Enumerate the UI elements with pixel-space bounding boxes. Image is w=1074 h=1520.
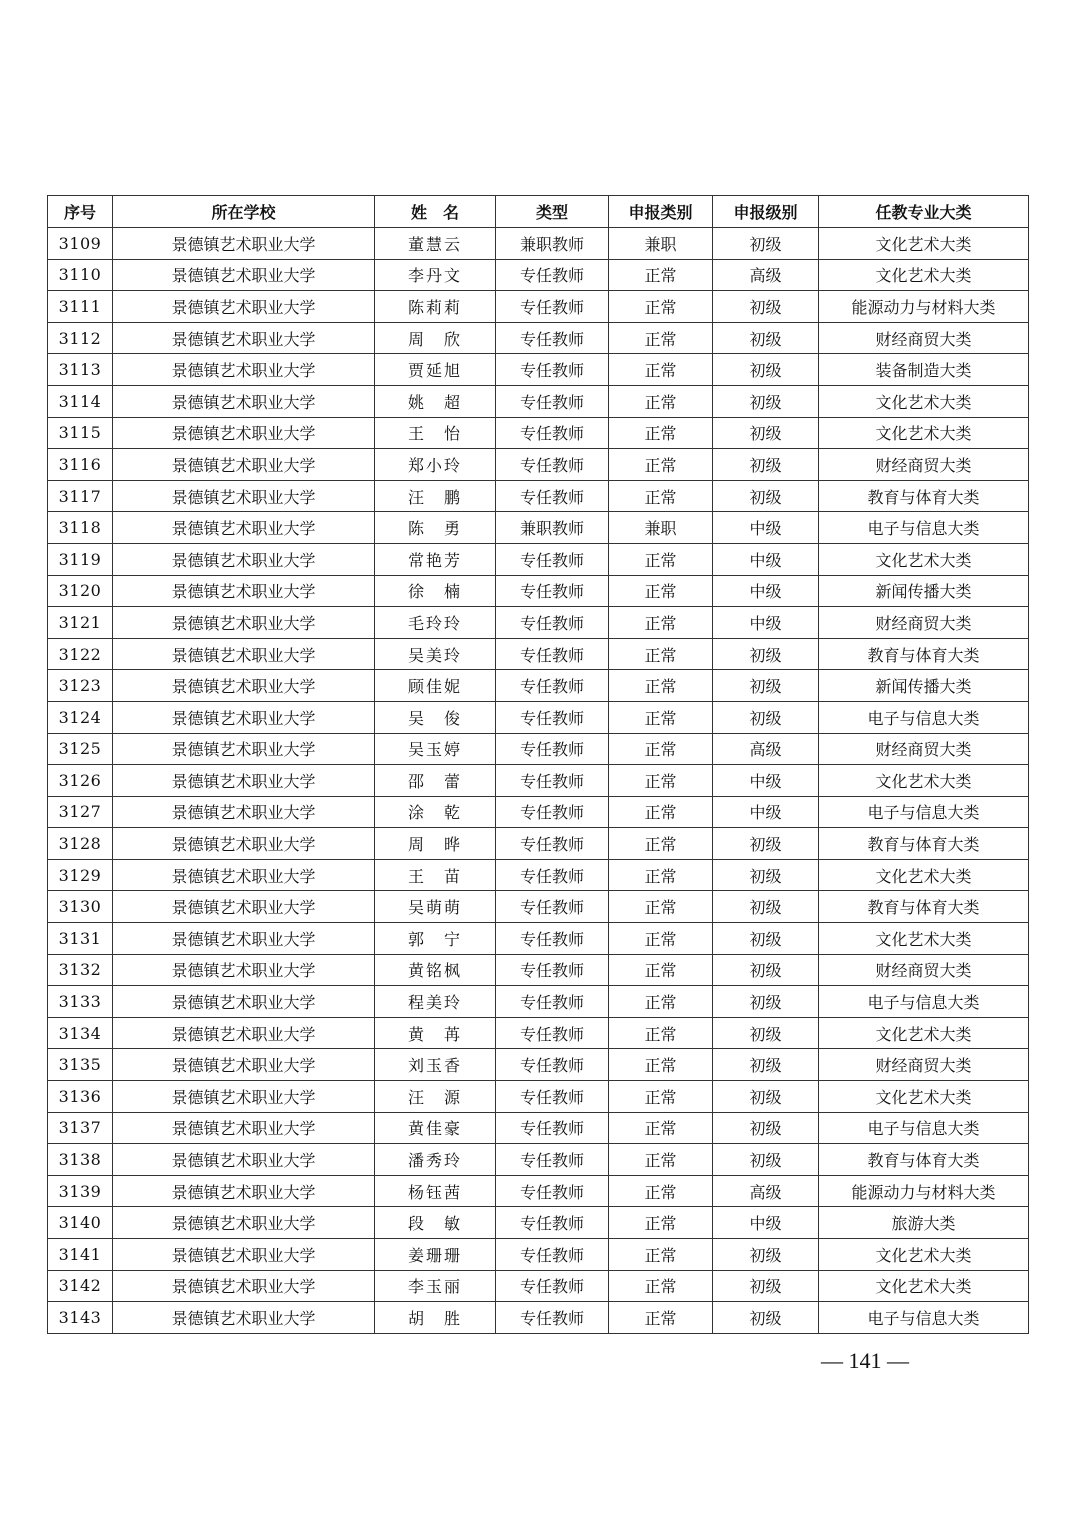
cell-seq: 3119 bbox=[48, 543, 113, 575]
cell-school: 景德镇艺术职业大学 bbox=[113, 385, 375, 417]
cell-major-category: 文化艺术大类 bbox=[819, 259, 1029, 291]
cell-apply-category: 正常 bbox=[609, 923, 713, 955]
cell-type: 专任教师 bbox=[496, 701, 609, 733]
cell-apply-category: 正常 bbox=[609, 1112, 713, 1144]
cell-school: 景德镇艺术职业大学 bbox=[113, 1175, 375, 1207]
cell-school: 景德镇艺术职业大学 bbox=[113, 291, 375, 323]
cell-apply-level: 初级 bbox=[713, 417, 819, 449]
cell-major-category: 教育与体育大类 bbox=[819, 891, 1029, 923]
cell-apply-category: 兼职 bbox=[609, 512, 713, 544]
table-row bbox=[48, 765, 1029, 797]
cell-major-category: 能源动力与材料大类 bbox=[819, 1175, 1029, 1207]
header-name: 姓 名 bbox=[375, 196, 496, 228]
cell-major-category: 财经商贸大类 bbox=[819, 449, 1029, 481]
cell-apply-category: 正常 bbox=[609, 1207, 713, 1239]
cell-major-category: 电子与信息大类 bbox=[819, 512, 1029, 544]
cell-apply-level: 初级 bbox=[713, 480, 819, 512]
cell-school: 景德镇艺术职业大学 bbox=[113, 733, 375, 765]
table-row bbox=[48, 859, 1029, 891]
cell-apply-category: 正常 bbox=[609, 1270, 713, 1302]
cell-name: 胡 胜 bbox=[375, 1302, 496, 1334]
cell-name: 陈莉莉 bbox=[375, 291, 496, 323]
cell-school: 景德镇艺术职业大学 bbox=[113, 796, 375, 828]
table-row bbox=[48, 607, 1029, 639]
cell-major-category: 电子与信息大类 bbox=[819, 1112, 1029, 1144]
cell-apply-level: 初级 bbox=[713, 986, 819, 1018]
cell-type: 专任教师 bbox=[496, 1144, 609, 1176]
table-row bbox=[48, 512, 1029, 544]
cell-apply-level: 初级 bbox=[713, 322, 819, 354]
cell-name: 姜珊珊 bbox=[375, 1239, 496, 1271]
table-row bbox=[48, 1302, 1029, 1334]
cell-school: 景德镇艺术职业大学 bbox=[113, 1239, 375, 1271]
cell-seq: 3142 bbox=[48, 1270, 113, 1302]
cell-name: 段 敏 bbox=[375, 1207, 496, 1239]
table-row bbox=[48, 1207, 1029, 1239]
cell-apply-category: 正常 bbox=[609, 417, 713, 449]
table-header-row bbox=[48, 196, 1029, 228]
cell-school: 景德镇艺术职业大学 bbox=[113, 701, 375, 733]
cell-type: 专任教师 bbox=[496, 765, 609, 797]
cell-apply-level: 初级 bbox=[713, 670, 819, 702]
cell-apply-category: 正常 bbox=[609, 449, 713, 481]
cell-type: 专任教师 bbox=[496, 1302, 609, 1334]
cell-seq: 3126 bbox=[48, 765, 113, 797]
cell-name: 王 怡 bbox=[375, 417, 496, 449]
cell-name: 董慧云 bbox=[375, 228, 496, 260]
cell-name: 吴萌萌 bbox=[375, 891, 496, 923]
header-major-category: 任教专业大类 bbox=[819, 196, 1029, 228]
cell-name: 顾佳妮 bbox=[375, 670, 496, 702]
cell-seq: 3129 bbox=[48, 859, 113, 891]
cell-seq: 3132 bbox=[48, 954, 113, 986]
cell-major-category: 文化艺术大类 bbox=[819, 1270, 1029, 1302]
cell-type: 专任教师 bbox=[496, 859, 609, 891]
cell-apply-level: 初级 bbox=[713, 354, 819, 386]
cell-major-category: 财经商贸大类 bbox=[819, 733, 1029, 765]
cell-apply-category: 正常 bbox=[609, 354, 713, 386]
table-row bbox=[48, 891, 1029, 923]
cell-name: 吴 俊 bbox=[375, 701, 496, 733]
cell-seq: 3110 bbox=[48, 259, 113, 291]
cell-seq: 3123 bbox=[48, 670, 113, 702]
table-row bbox=[48, 291, 1029, 323]
cell-school: 景德镇艺术职业大学 bbox=[113, 954, 375, 986]
cell-type: 专任教师 bbox=[496, 322, 609, 354]
cell-type: 专任教师 bbox=[496, 1049, 609, 1081]
cell-name: 李玉丽 bbox=[375, 1270, 496, 1302]
cell-type: 专任教师 bbox=[496, 417, 609, 449]
cell-seq: 3114 bbox=[48, 385, 113, 417]
cell-apply-level: 初级 bbox=[713, 1049, 819, 1081]
cell-seq: 3109 bbox=[48, 228, 113, 260]
cell-apply-category: 正常 bbox=[609, 575, 713, 607]
cell-major-category: 财经商贸大类 bbox=[819, 607, 1029, 639]
cell-apply-category: 正常 bbox=[609, 1175, 713, 1207]
cell-name: 杨钰茜 bbox=[375, 1175, 496, 1207]
page-number: — 141 — bbox=[821, 1348, 909, 1373]
cell-name: 李丹文 bbox=[375, 259, 496, 291]
cell-apply-level: 中级 bbox=[713, 512, 819, 544]
cell-major-category: 电子与信息大类 bbox=[819, 796, 1029, 828]
header-seq: 序号 bbox=[48, 196, 113, 228]
cell-name: 邵 蕾 bbox=[375, 765, 496, 797]
cell-major-category: 文化艺术大类 bbox=[819, 765, 1029, 797]
cell-school: 景德镇艺术职业大学 bbox=[113, 1207, 375, 1239]
table-row bbox=[48, 923, 1029, 955]
table-row bbox=[48, 417, 1029, 449]
cell-school: 景德镇艺术职业大学 bbox=[113, 607, 375, 639]
cell-school: 景德镇艺术职业大学 bbox=[113, 828, 375, 860]
cell-major-category: 文化艺术大类 bbox=[819, 1239, 1029, 1271]
cell-apply-category: 正常 bbox=[609, 733, 713, 765]
cell-apply-category: 正常 bbox=[609, 1144, 713, 1176]
cell-name: 汪 源 bbox=[375, 1081, 496, 1113]
cell-apply-level: 初级 bbox=[713, 638, 819, 670]
cell-type: 专任教师 bbox=[496, 1207, 609, 1239]
cell-name: 潘秀玲 bbox=[375, 1144, 496, 1176]
cell-school: 景德镇艺术职业大学 bbox=[113, 638, 375, 670]
cell-type: 专任教师 bbox=[496, 1081, 609, 1113]
cell-type: 专任教师 bbox=[496, 828, 609, 860]
cell-apply-level: 中级 bbox=[713, 765, 819, 797]
cell-major-category: 旅游大类 bbox=[819, 1207, 1029, 1239]
cell-type: 专任教师 bbox=[496, 1175, 609, 1207]
cell-apply-level: 初级 bbox=[713, 828, 819, 860]
cell-apply-level: 初级 bbox=[713, 1270, 819, 1302]
table-row bbox=[48, 670, 1029, 702]
cell-type: 专任教师 bbox=[496, 291, 609, 323]
cell-apply-level: 初级 bbox=[713, 1017, 819, 1049]
cell-type: 专任教师 bbox=[496, 575, 609, 607]
cell-seq: 3137 bbox=[48, 1112, 113, 1144]
cell-name: 黄铭枫 bbox=[375, 954, 496, 986]
cell-seq: 3133 bbox=[48, 986, 113, 1018]
table-row bbox=[48, 385, 1029, 417]
cell-apply-category: 正常 bbox=[609, 1017, 713, 1049]
cell-apply-category: 正常 bbox=[609, 638, 713, 670]
cell-apply-level: 高级 bbox=[713, 1175, 819, 1207]
cell-seq: 3134 bbox=[48, 1017, 113, 1049]
cell-apply-level: 高级 bbox=[713, 259, 819, 291]
cell-school: 景德镇艺术职业大学 bbox=[113, 670, 375, 702]
table-row bbox=[48, 1112, 1029, 1144]
cell-name: 郑小玲 bbox=[375, 449, 496, 481]
cell-type: 专任教师 bbox=[496, 670, 609, 702]
cell-seq: 3140 bbox=[48, 1207, 113, 1239]
cell-type: 兼职教师 bbox=[496, 228, 609, 260]
cell-apply-category: 正常 bbox=[609, 891, 713, 923]
cell-seq: 3131 bbox=[48, 923, 113, 955]
cell-major-category: 教育与体育大类 bbox=[819, 1144, 1029, 1176]
cell-apply-level: 中级 bbox=[713, 607, 819, 639]
cell-type: 专任教师 bbox=[496, 449, 609, 481]
teacher-roster-table bbox=[47, 195, 1029, 1334]
cell-major-category: 财经商贸大类 bbox=[819, 1049, 1029, 1081]
table-row bbox=[48, 354, 1029, 386]
cell-type: 专任教师 bbox=[496, 733, 609, 765]
cell-name: 黄佳豪 bbox=[375, 1112, 496, 1144]
cell-name: 汪 鹏 bbox=[375, 480, 496, 512]
cell-seq: 3124 bbox=[48, 701, 113, 733]
cell-major-category: 文化艺术大类 bbox=[819, 417, 1029, 449]
cell-school: 景德镇艺术职业大学 bbox=[113, 354, 375, 386]
cell-major-category: 教育与体育大类 bbox=[819, 638, 1029, 670]
cell-school: 景德镇艺术职业大学 bbox=[113, 891, 375, 923]
cell-type: 专任教师 bbox=[496, 259, 609, 291]
cell-apply-level: 高级 bbox=[713, 733, 819, 765]
cell-apply-level: 初级 bbox=[713, 1239, 819, 1271]
cell-apply-level: 初级 bbox=[713, 891, 819, 923]
cell-school: 景德镇艺术职业大学 bbox=[113, 986, 375, 1018]
cell-school: 景德镇艺术职业大学 bbox=[113, 259, 375, 291]
cell-name: 吴玉婷 bbox=[375, 733, 496, 765]
cell-major-category: 文化艺术大类 bbox=[819, 923, 1029, 955]
cell-apply-level: 初级 bbox=[713, 228, 819, 260]
cell-apply-category: 正常 bbox=[609, 480, 713, 512]
cell-school: 景德镇艺术职业大学 bbox=[113, 543, 375, 575]
cell-school: 景德镇艺术职业大学 bbox=[113, 923, 375, 955]
cell-apply-level: 初级 bbox=[713, 954, 819, 986]
cell-major-category: 文化艺术大类 bbox=[819, 385, 1029, 417]
table-row bbox=[48, 259, 1029, 291]
cell-type: 兼职教师 bbox=[496, 512, 609, 544]
cell-seq: 3125 bbox=[48, 733, 113, 765]
cell-name: 郭 宁 bbox=[375, 923, 496, 955]
cell-type: 专任教师 bbox=[496, 954, 609, 986]
cell-apply-level: 初级 bbox=[713, 1112, 819, 1144]
cell-school: 景德镇艺术职业大学 bbox=[113, 480, 375, 512]
cell-type: 专任教师 bbox=[496, 354, 609, 386]
table-row bbox=[48, 480, 1029, 512]
cell-apply-level: 中级 bbox=[713, 575, 819, 607]
cell-major-category: 文化艺术大类 bbox=[819, 543, 1029, 575]
cell-apply-category: 正常 bbox=[609, 828, 713, 860]
cell-name: 程美玲 bbox=[375, 986, 496, 1018]
table-row bbox=[48, 1081, 1029, 1113]
table-row bbox=[48, 322, 1029, 354]
cell-apply-level: 初级 bbox=[713, 291, 819, 323]
cell-type: 专任教师 bbox=[496, 480, 609, 512]
cell-type: 专任教师 bbox=[496, 796, 609, 828]
cell-apply-category: 正常 bbox=[609, 543, 713, 575]
header-apply-category: 申报类别 bbox=[609, 196, 713, 228]
cell-school: 景德镇艺术职业大学 bbox=[113, 1081, 375, 1113]
cell-school: 景德镇艺术职业大学 bbox=[113, 1302, 375, 1334]
cell-type: 专任教师 bbox=[496, 543, 609, 575]
cell-school: 景德镇艺术职业大学 bbox=[113, 1049, 375, 1081]
cell-seq: 3127 bbox=[48, 796, 113, 828]
table-row bbox=[48, 543, 1029, 575]
cell-apply-category: 正常 bbox=[609, 1239, 713, 1271]
table-row bbox=[48, 228, 1029, 260]
table-row bbox=[48, 449, 1029, 481]
cell-seq: 3135 bbox=[48, 1049, 113, 1081]
cell-school: 景德镇艺术职业大学 bbox=[113, 322, 375, 354]
cell-major-category: 能源动力与材料大类 bbox=[819, 291, 1029, 323]
cell-name: 黄 苒 bbox=[375, 1017, 496, 1049]
cell-major-category: 文化艺术大类 bbox=[819, 228, 1029, 260]
cell-seq: 3116 bbox=[48, 449, 113, 481]
cell-seq: 3113 bbox=[48, 354, 113, 386]
cell-type: 专任教师 bbox=[496, 1017, 609, 1049]
cell-apply-category: 正常 bbox=[609, 1081, 713, 1113]
cell-apply-level: 初级 bbox=[713, 449, 819, 481]
cell-major-category: 文化艺术大类 bbox=[819, 859, 1029, 891]
cell-apply-category: 正常 bbox=[609, 1049, 713, 1081]
table-row bbox=[48, 638, 1029, 670]
table-row bbox=[48, 1239, 1029, 1271]
cell-school: 景德镇艺术职业大学 bbox=[113, 575, 375, 607]
cell-name: 贾延旭 bbox=[375, 354, 496, 386]
cell-school: 景德镇艺术职业大学 bbox=[113, 228, 375, 260]
cell-apply-level: 初级 bbox=[713, 385, 819, 417]
cell-major-category: 新闻传播大类 bbox=[819, 575, 1029, 607]
cell-apply-category: 正常 bbox=[609, 701, 713, 733]
cell-major-category: 电子与信息大类 bbox=[819, 701, 1029, 733]
cell-name: 周 欣 bbox=[375, 322, 496, 354]
cell-school: 景德镇艺术职业大学 bbox=[113, 1112, 375, 1144]
cell-type: 专任教师 bbox=[496, 986, 609, 1018]
cell-seq: 3118 bbox=[48, 512, 113, 544]
table-row bbox=[48, 1175, 1029, 1207]
cell-apply-category: 正常 bbox=[609, 986, 713, 1018]
cell-apply-category: 正常 bbox=[609, 954, 713, 986]
cell-type: 专任教师 bbox=[496, 891, 609, 923]
table-row bbox=[48, 1049, 1029, 1081]
cell-type: 专任教师 bbox=[496, 607, 609, 639]
cell-type: 专任教师 bbox=[496, 638, 609, 670]
cell-type: 专任教师 bbox=[496, 923, 609, 955]
cell-name: 刘玉香 bbox=[375, 1049, 496, 1081]
table-row bbox=[48, 986, 1029, 1018]
cell-apply-level: 初级 bbox=[713, 701, 819, 733]
cell-seq: 3143 bbox=[48, 1302, 113, 1334]
cell-name: 毛玲玲 bbox=[375, 607, 496, 639]
table-body bbox=[48, 228, 1029, 1334]
cell-apply-category: 正常 bbox=[609, 291, 713, 323]
cell-seq: 3111 bbox=[48, 291, 113, 323]
cell-name: 王 苗 bbox=[375, 859, 496, 891]
cell-seq: 3141 bbox=[48, 1239, 113, 1271]
cell-apply-level: 中级 bbox=[713, 1207, 819, 1239]
cell-school: 景德镇艺术职业大学 bbox=[113, 417, 375, 449]
cell-name: 吴美玲 bbox=[375, 638, 496, 670]
cell-major-category: 电子与信息大类 bbox=[819, 986, 1029, 1018]
cell-major-category: 文化艺术大类 bbox=[819, 1017, 1029, 1049]
cell-apply-level: 初级 bbox=[713, 923, 819, 955]
cell-apply-level: 中级 bbox=[713, 796, 819, 828]
header-apply-level: 申报级别 bbox=[713, 196, 819, 228]
cell-apply-category: 正常 bbox=[609, 259, 713, 291]
cell-apply-level: 初级 bbox=[713, 1144, 819, 1176]
cell-name: 徐 楠 bbox=[375, 575, 496, 607]
cell-apply-category: 正常 bbox=[609, 607, 713, 639]
cell-major-category: 电子与信息大类 bbox=[819, 1302, 1029, 1334]
cell-school: 景德镇艺术职业大学 bbox=[113, 1144, 375, 1176]
cell-apply-level: 初级 bbox=[713, 1302, 819, 1334]
cell-school: 景德镇艺术职业大学 bbox=[113, 859, 375, 891]
cell-school: 景德镇艺术职业大学 bbox=[113, 1017, 375, 1049]
cell-name: 常艳芳 bbox=[375, 543, 496, 575]
cell-school: 景德镇艺术职业大学 bbox=[113, 512, 375, 544]
cell-apply-category: 正常 bbox=[609, 1302, 713, 1334]
cell-apply-category: 正常 bbox=[609, 385, 713, 417]
header-school: 所在学校 bbox=[113, 196, 375, 228]
cell-name: 周 晔 bbox=[375, 828, 496, 860]
cell-apply-level: 初级 bbox=[713, 1081, 819, 1113]
cell-seq: 3139 bbox=[48, 1175, 113, 1207]
cell-apply-level: 初级 bbox=[713, 859, 819, 891]
table-row bbox=[48, 828, 1029, 860]
cell-seq: 3130 bbox=[48, 891, 113, 923]
cell-seq: 3136 bbox=[48, 1081, 113, 1113]
cell-seq: 3138 bbox=[48, 1144, 113, 1176]
cell-major-category: 财经商贸大类 bbox=[819, 954, 1029, 986]
cell-type: 专任教师 bbox=[496, 385, 609, 417]
table-row bbox=[48, 575, 1029, 607]
cell-major-category: 财经商贸大类 bbox=[819, 322, 1029, 354]
cell-apply-category: 正常 bbox=[609, 765, 713, 797]
table-row bbox=[48, 701, 1029, 733]
cell-school: 景德镇艺术职业大学 bbox=[113, 1270, 375, 1302]
cell-major-category: 教育与体育大类 bbox=[819, 480, 1029, 512]
cell-name: 姚 超 bbox=[375, 385, 496, 417]
cell-apply-category: 正常 bbox=[609, 796, 713, 828]
table-row bbox=[48, 796, 1029, 828]
table-row bbox=[48, 1270, 1029, 1302]
cell-apply-category: 兼职 bbox=[609, 228, 713, 260]
cell-major-category: 文化艺术大类 bbox=[819, 1081, 1029, 1113]
cell-school: 景德镇艺术职业大学 bbox=[113, 765, 375, 797]
cell-apply-category: 正常 bbox=[609, 859, 713, 891]
cell-name: 陈 勇 bbox=[375, 512, 496, 544]
cell-type: 专任教师 bbox=[496, 1239, 609, 1271]
table-row bbox=[48, 1144, 1029, 1176]
cell-major-category: 教育与体育大类 bbox=[819, 828, 1029, 860]
cell-seq: 3121 bbox=[48, 607, 113, 639]
header-type: 类型 bbox=[496, 196, 609, 228]
cell-major-category: 新闻传播大类 bbox=[819, 670, 1029, 702]
cell-seq: 3120 bbox=[48, 575, 113, 607]
table-row bbox=[48, 1017, 1029, 1049]
cell-school: 景德镇艺术职业大学 bbox=[113, 449, 375, 481]
table-row bbox=[48, 954, 1029, 986]
cell-name: 涂 乾 bbox=[375, 796, 496, 828]
cell-apply-category: 正常 bbox=[609, 322, 713, 354]
cell-seq: 3122 bbox=[48, 638, 113, 670]
cell-apply-category: 正常 bbox=[609, 670, 713, 702]
cell-seq: 3117 bbox=[48, 480, 113, 512]
cell-seq: 3112 bbox=[48, 322, 113, 354]
cell-major-category: 装备制造大类 bbox=[819, 354, 1029, 386]
table-row bbox=[48, 733, 1029, 765]
cell-apply-level: 中级 bbox=[713, 543, 819, 575]
cell-type: 专任教师 bbox=[496, 1112, 609, 1144]
cell-seq: 3115 bbox=[48, 417, 113, 449]
cell-seq: 3128 bbox=[48, 828, 113, 860]
cell-type: 专任教师 bbox=[496, 1270, 609, 1302]
